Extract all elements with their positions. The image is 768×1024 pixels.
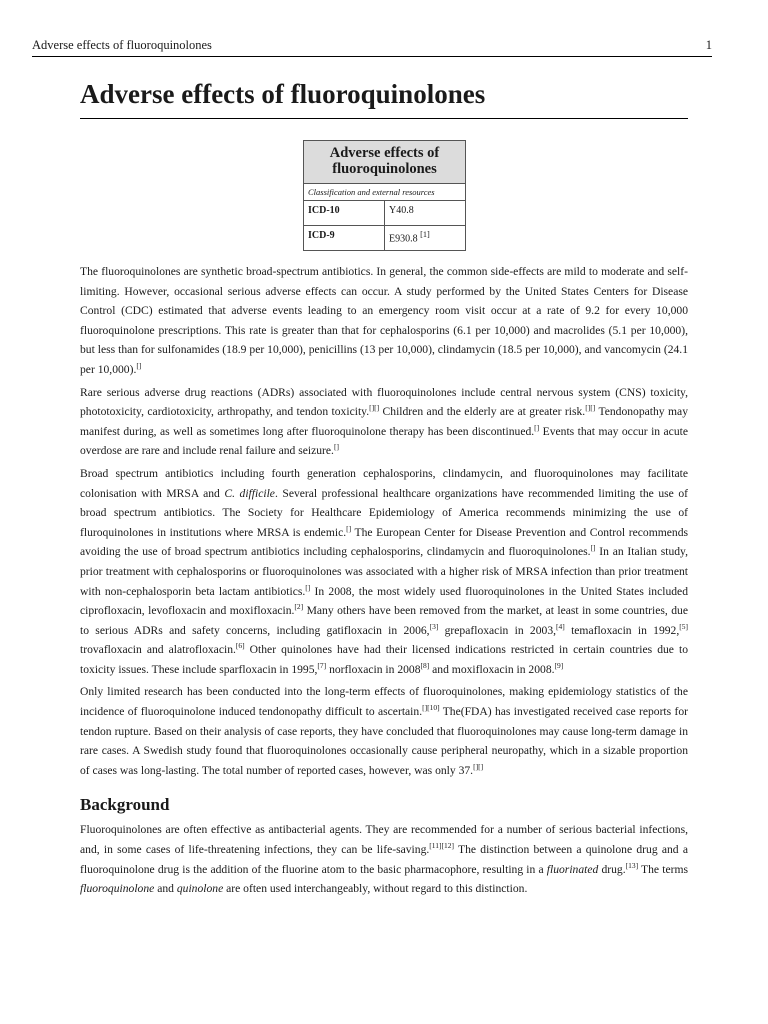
citation-link[interactable]: [][] bbox=[585, 403, 596, 413]
citation-link[interactable]: [] bbox=[136, 360, 142, 370]
paragraph bbox=[80, 820, 688, 898]
text-run: The terms bbox=[638, 862, 688, 876]
text-run: In 2008, the most widely used fluoroquinolones in the United States included ciprofloxacin, levofloxacin and moxifloxacin. bbox=[80, 584, 689, 618]
citation-link[interactable]: [][] bbox=[473, 761, 484, 771]
text-run: Children and the elderly are at greater risk. bbox=[379, 405, 586, 419]
infobox-row bbox=[304, 201, 466, 226]
citation-link[interactable]: [] bbox=[305, 582, 311, 592]
text-run: Tendonopathy may manifest during, as well as sometimes long after fluoroquinolone therapy has been discontinued. bbox=[80, 405, 688, 438]
infobox bbox=[303, 140, 466, 251]
section-heading-background: Background bbox=[80, 795, 170, 815]
citation-link[interactable]: [7] bbox=[317, 660, 327, 670]
text-run: norfloxacin in 2008 bbox=[326, 662, 421, 676]
text-run: Rare serious adverse drug reactions (ADRs) associated with fluoroquinolones include central nervous system (CNS) toxicity, phototoxicity, cardiotoxicity, arthropathy, and tendon toxicity. bbox=[80, 385, 688, 419]
citation-link[interactable]: [] bbox=[534, 422, 540, 432]
text-run: The(FDA) has investigated received case reports for tendon rupture. Based on their analysis of case reports, they have concluded that fluoroquinolones may cause long-term damage in rare cases. A Swedish study found that fluoroquinolones occasionally cause peripheral neuropathy, which in a sizable proportion of cases was long-lasting. The total number of reported cases, however, was only 37. bbox=[80, 705, 689, 777]
infobox-key: ICD-9 bbox=[304, 226, 385, 251]
paragraph bbox=[80, 682, 688, 780]
citation-link[interactable]: [][10] bbox=[422, 703, 440, 713]
text-run: are often used interchangeably, without regard to this distinction. bbox=[223, 882, 528, 896]
infobox-value bbox=[385, 201, 466, 226]
text-run: The fluoroquinolones are synthetic broad-spectrum antibiotics. In general, the common side-effects are mild to moderate and self-limiting. However, occasional serious adverse effects can occur. A study performed by the United States Centers for Disease Control (CDC) estimated that adverse events leading to an emergency room visit occur at a rate of 9.2 for every 10,000 fluoroquinolone prescriptions. This rate is greater than that for cephalosporins (6.1 per 10,000) and macrolides (5.1 per 10,000), but less than for sulfonamides (18.9 per 10,000), penicillins (13 per 10,000), clindamycin (18.5 per 10,000), and vancomycin (24.1 per 10,000). bbox=[80, 265, 688, 376]
text-run: trovafloxacin and alatrofloxacin. bbox=[80, 643, 236, 657]
citation-link[interactable]: [1] bbox=[420, 230, 430, 239]
text-run: and bbox=[154, 882, 177, 896]
citation-link[interactable]: [11][12] bbox=[429, 841, 454, 851]
text-run: . Several professional healthcare organizations have recommended limiting the use of broad spectrum antibiotics. The Society for Healthcare Epidemiology of America recommends minimizing the use of fluroquinolones in institutions where MRSA is endemic. bbox=[80, 486, 688, 539]
text-run: Only limited research has been conducted into the long-term effects of fluoroquinolones, making epidemiology statistics of the incidence of fluoroquinolone induced tendonopathy difficult to ascertain. bbox=[80, 685, 688, 719]
paragraph bbox=[80, 464, 688, 680]
running-header-title: Adverse effects of fluoroquinolones bbox=[32, 38, 212, 52]
text-run: In an Italian study, prior treatment with cephalosporins or fluoroquinolones was associated with a higher risk of MRSA infection than prior treatment with non-cephalosporin beta lactam antibiotics. bbox=[80, 545, 688, 598]
citation-link[interactable]: [2] bbox=[294, 602, 304, 612]
citation-link[interactable]: [][] bbox=[369, 403, 380, 413]
text-run: grepafloxacin in 2003, bbox=[438, 623, 557, 637]
citation-link[interactable]: [3] bbox=[429, 621, 439, 631]
text-run: drug. bbox=[598, 862, 626, 876]
running-header bbox=[32, 38, 712, 57]
citation-link[interactable]: [] bbox=[590, 543, 596, 553]
infobox-title: Adverse effects of fluoroquinolones bbox=[304, 141, 466, 184]
infobox-subtitle: Classification and external resources bbox=[304, 184, 466, 201]
citation-link[interactable]: [4] bbox=[556, 621, 565, 631]
infobox-value bbox=[385, 226, 466, 251]
page-title: Adverse effects of fluoroquinolones bbox=[80, 76, 688, 119]
citation-link[interactable]: [13] bbox=[625, 860, 639, 870]
italic-text: fluoroquinolone bbox=[80, 882, 155, 896]
page-number: 1 bbox=[705, 38, 712, 52]
italic-text: quinolone bbox=[176, 882, 224, 896]
text-run: temafloxacin in 1992, bbox=[564, 623, 680, 637]
infobox-row bbox=[304, 226, 466, 251]
infobox-value-text: Y40.8 bbox=[389, 205, 414, 216]
text-run: The distinction between a quinolone drug and a fluoroquinolone drug is the addition of the fluorine atom to the basic pharmacophore, resulting in a bbox=[80, 843, 688, 876]
text-run: The European Center for Disease Prevention and Control recommends avoiding the use of broad spectrum antibiotics including cephalosporins, clindamycin and fluoroquinolones. bbox=[80, 525, 689, 559]
citation-link[interactable]: [] bbox=[346, 523, 352, 533]
infobox-key: ICD-10 bbox=[304, 201, 385, 226]
text-run: Fluoroquinolones are often effective as antibacterial agents. They are recommended for a number of serious bacterial infections, and, in some cases of life-threatening infections, they can be life-saving. bbox=[80, 823, 688, 857]
text-run: Many others have been removed from the market, at least in some countries, due to serious ADRs and safety concerns, including gatifloxacin in 2006, bbox=[80, 604, 688, 637]
article-body bbox=[80, 262, 688, 902]
paragraph bbox=[80, 383, 688, 461]
text-run: Events that may occur in acute overdose are rare and include renal failure and seizure. bbox=[80, 424, 688, 458]
text-run: and moxifloxacin in 2008. bbox=[429, 662, 555, 676]
citation-link[interactable]: [8] bbox=[420, 660, 430, 670]
text-run: Other quinolones have had their licensed indications restricted in certain countries due to toxicity issues. These include sparfloxacin in 1995, bbox=[80, 643, 688, 676]
citation-link[interactable]: [6] bbox=[235, 641, 245, 651]
italic-text: fluorinated bbox=[546, 862, 599, 876]
citation-link[interactable]: [5] bbox=[679, 621, 689, 631]
infobox-value-text: E930.8 bbox=[389, 233, 418, 245]
italic-text: C. difficile bbox=[224, 486, 275, 500]
paragraph bbox=[80, 262, 688, 380]
citation-link[interactable]: [9] bbox=[554, 660, 564, 670]
citation-link[interactable]: [] bbox=[333, 442, 339, 452]
text-run: Broad spectrum antibiotics including fourth generation cephalosporins, clindamycin, and fluoroquinolones may facilitate colonisation with MRSA and bbox=[80, 466, 688, 500]
